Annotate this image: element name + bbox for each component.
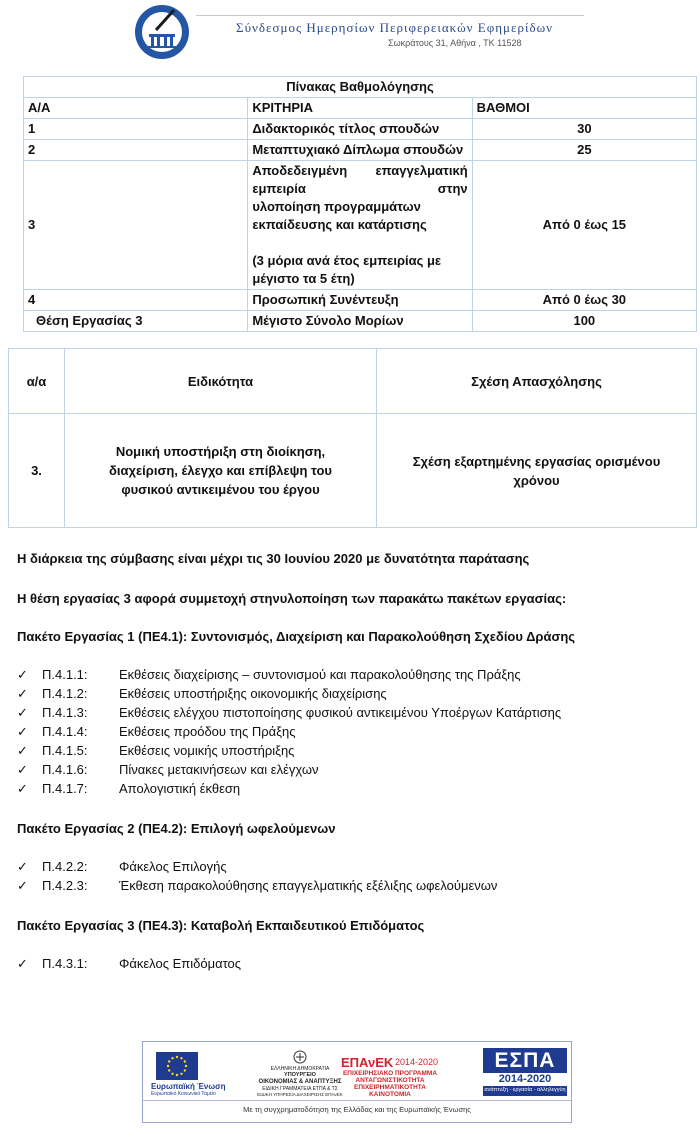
check-icon: ✓	[17, 878, 28, 893]
row-points: Από 0 έως 30	[472, 290, 696, 311]
item-code: Π.4.1.7:	[42, 781, 88, 796]
row-criteria: Προσωπική Συνέντευξη	[248, 290, 472, 311]
check-icon: ✓	[17, 724, 28, 739]
list-item	[17, 686, 387, 705]
check-icon: ✓	[17, 667, 28, 682]
row-relation	[377, 414, 697, 528]
list-item	[17, 724, 296, 743]
row-num: 2	[24, 140, 248, 161]
row-num: 1	[24, 119, 248, 140]
item-text: Εκθέσεις προόδου της Πράξης	[119, 724, 296, 739]
relation-line: χρόνου	[513, 472, 560, 488]
item-text: Έκθεση παρακολούθησης επαγγελματικής εξέλιξης ωφελούμενων	[119, 878, 498, 893]
row-criteria: Μέγιστο Σύνολο Μορίων	[248, 311, 472, 332]
cofunding-banner	[142, 1041, 572, 1123]
item-code: Π.4.1.4:	[42, 724, 88, 739]
item-text: Απολογιστική έκθεση	[119, 781, 241, 796]
epanek-line: ΕΠΙΧΕΙΡΗΜΑΤΙΚΟΤΗΤΑ	[354, 1084, 426, 1091]
epanek-years: 2014-2020	[395, 1057, 439, 1067]
table-row	[24, 161, 697, 290]
col-header-points: ΒΑΘΜΟΙ	[472, 98, 696, 119]
list-item	[17, 859, 227, 878]
row-points: 25	[472, 140, 696, 161]
col-header-num: α/α	[9, 349, 65, 414]
col-header-relation: Σχέση Απασχόλησης	[377, 349, 697, 414]
ministry-line: ΕΙΔΙΚΗ ΓΡΑΜΜΑΤΕΙΑ ΕΤΠΑ & ΤΣ	[262, 1086, 338, 1092]
criteria-line: Αποδεδειγμένη επαγγελματική εμπειρία στην	[252, 163, 468, 196]
item-code: Π.4.1.1:	[42, 667, 88, 682]
item-text: Φάκελος Επιλογής	[119, 859, 227, 874]
epanek-line: ΑΝΤΑΓΩΝΙΣΤΙΚΟΤΗΤΑ	[355, 1077, 425, 1084]
list-item	[17, 878, 497, 897]
check-icon: ✓	[17, 781, 28, 796]
header-rule	[196, 15, 584, 16]
item-text: Φάκελος Επιδόματος	[119, 956, 242, 971]
greek-emblem-icon	[293, 1050, 307, 1064]
position-table	[8, 348, 697, 528]
specialty-line: Νομική υποστήριξη στη διοίκηση,	[115, 444, 326, 459]
row-criteria: Διδακτορικός τίτλος σπουδών	[248, 119, 472, 140]
row-specialty	[65, 414, 377, 528]
item-text: Εκθέσεις νομικής υποστήριξης	[119, 743, 295, 758]
grading-table-title: Πίνακας Βαθμολόγησης	[24, 77, 697, 98]
espa-tagline: ανάπτυξη - εργασία - αλληλεγγύη	[484, 1087, 566, 1093]
check-icon: ✓	[17, 762, 28, 777]
specialty-line: διαχείριση, έλεγχο και επίβλεψη του	[109, 463, 332, 478]
epanek-line: ΕΠΙΧΕΙΡΗΣΙΑΚΟ ΠΡΟΓΡΑΜΜΑ	[342, 1070, 438, 1077]
col-header-criteria: ΚΡΙΤΗΡΙΑ	[248, 98, 472, 119]
row-num: 3.	[9, 414, 65, 528]
check-icon: ✓	[17, 859, 28, 874]
item-text: Εκθέσεις υποστήριξης οικονομικής διαχείρισης	[119, 686, 387, 701]
package-title: Πακέτο Εργασίας 2 (ΠΕ4.2): Επιλογή ωφελούμενων	[17, 821, 336, 836]
row-criteria	[248, 161, 472, 290]
ministry-line: ΕΙΔΙΚΗ ΥΠΗΡΕΣΙΑ ΔΙΑΧΕΙΡΙΣΗΣ ΕΠΑνΕΚ	[257, 1092, 343, 1097]
item-text: Εκθέσεις διαχείρισης – συντονισμού και παρακολούθησης της Πράξης	[119, 667, 521, 682]
espa-years: 2014-2020	[483, 1073, 567, 1086]
criteria-line: υλοποίηση προγραμμάτων εκπαίδευσης και κατάρτισης	[252, 199, 427, 232]
position-label: Θέση Εργασίας 3	[36, 313, 143, 328]
table-row	[24, 119, 697, 140]
criteria-note: (3 μόρια ανά έτος εμπειρίας με μέγιστο τα 5 έτη)	[252, 253, 442, 286]
table-row	[24, 290, 697, 311]
item-code: Π.4.2.3:	[42, 878, 88, 893]
ministry-line: ΥΠΟΥΡΓΕΙΟ	[284, 1072, 316, 1078]
specialty-line: φυσικού αντικειμένου του έργου	[121, 482, 320, 497]
banner-divider	[143, 1100, 571, 1101]
item-code: Π.4.2.2:	[42, 859, 88, 874]
ministry-line: ΕΛΛΗΝΙΚΗ ΔΗΜΟΚΡΑΤΙΑ	[270, 1066, 330, 1072]
eu-sublabel: Ευρωπαϊκό Κοινωνικό Ταμείο	[151, 1091, 216, 1097]
item-code: Π.4.1.5:	[42, 743, 88, 758]
row-num: 4	[24, 290, 248, 311]
col-header-num: Α/Α	[24, 98, 248, 119]
organization-name: Σύνδεσμος Ημερησίων Περιφερειακών Εφημερίδων	[236, 20, 554, 35]
organization-address: Σωκράτους 31, Αθήνα , ΤΚ 11528	[388, 38, 522, 48]
espa-logo	[483, 1048, 567, 1096]
contract-duration: Η διάρκεια της σύμβασης είναι μέχρι τις 30 Ιουνίου 2020 με δυνατότητα παράτασης	[17, 551, 530, 566]
list-item	[17, 743, 294, 762]
package-title: Πακέτο Εργασίας 1 (ΠΕ4.1): Συντονισμός, Διαχείριση και Παρακολούθηση Σχεδίου Δράσης	[17, 629, 576, 644]
espa-title: ΕΣΠΑ	[494, 1049, 556, 1072]
epanek-logo: ΕΠΑνΕΚ	[341, 1055, 394, 1070]
list-item	[17, 956, 241, 975]
list-item	[17, 667, 521, 686]
relation-line: Σχέση εξαρτημένης εργασίας ορισμένου	[412, 453, 661, 469]
item-text: Εκθέσεις ελέγχου πιστοποίησης φυσικού αντικειμένου Υποέργων Κατάρτισης	[119, 705, 562, 720]
check-icon: ✓	[17, 686, 28, 701]
table-row	[9, 414, 697, 528]
list-item	[17, 781, 240, 800]
eu-flag-icon	[156, 1052, 198, 1080]
grading-table	[23, 76, 697, 332]
row-points: 30	[472, 119, 696, 140]
row-points: 100	[472, 311, 696, 332]
item-code: Π.4.3.1:	[42, 956, 88, 971]
table-row	[24, 140, 697, 161]
participation-intro: Η θέση εργασίας 3 αφορά συμμετοχή στηνυλοποίηση των παρακάτω πακέτων εργασίας:	[17, 591, 567, 606]
row-points: Από 0 έως 15	[472, 161, 696, 290]
list-item	[17, 762, 319, 781]
row-num: 3	[24, 161, 248, 290]
eu-label: Ευρωπαϊκή Ένωση	[151, 1082, 226, 1091]
check-icon: ✓	[17, 743, 28, 758]
check-icon: ✓	[17, 705, 28, 720]
col-header-specialty: Ειδικότητα	[65, 349, 377, 414]
epanek-line: ΚΑΙΝΟΤΟΜΙΑ	[369, 1091, 411, 1098]
cofunding-note: Με τη συγχρηματοδότηση της Ελλάδας και της Ευρωπαϊκής Ένωσης	[243, 1105, 471, 1114]
item-text: Πίνακες μετακινήσεων και ελέγχων	[119, 762, 319, 777]
check-icon: ✓	[17, 956, 28, 971]
item-code: Π.4.1.3:	[42, 705, 88, 720]
list-item	[17, 705, 561, 724]
package-title: Πακέτο Εργασίας 3 (ΠΕ4.3): Καταβολή Εκπαιδευτικού Επιδόματος	[17, 918, 425, 933]
item-code: Π.4.1.6:	[42, 762, 88, 777]
row-criteria: Μεταπτυχιακό Δίπλωμα σπουδών	[248, 140, 472, 161]
organization-logo	[134, 4, 190, 60]
ministry-line: ΟΙΚΟΝΟΜΙΑΣ & ΑΝΑΠΤΥΞΗΣ	[258, 1079, 342, 1085]
item-code: Π.4.1.2:	[42, 686, 88, 701]
